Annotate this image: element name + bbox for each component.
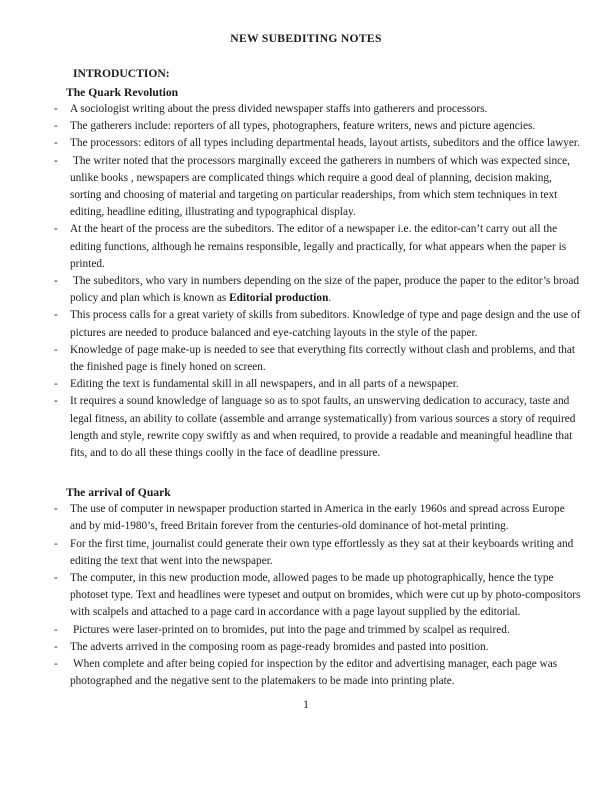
- list-item-text: For the first time, journalist could generate their own type effortlessly as they sat at their keyboards writing and editing the text that went into the newspaper.: [70, 537, 574, 567]
- list-item-text: The writer noted that the processors marginally exceed the gatherers in numbers of which was expected since, unlike books , newspapers are complicated things which require a good deal of planning, decision making, sorting and choosing of material and targeting on particular readerships, from which stem techniques in text editing, headline editing, illustrating and typographical display.: [70, 154, 570, 219]
- bullet-list-arrival-of-quark: [54, 501, 582, 690]
- bullet-marker: -: [54, 378, 58, 391]
- list-item-text: The use of computer in newspaper production started in America in the early 1960s and spread across Europe and by mid-1980’s, freed Britain forever from the centuries-old dominance of hot-metal printing.: [70, 503, 565, 533]
- list-item: [54, 135, 582, 152]
- list-item-text: This process calls for a great variety of skills from subeditors. Knowledge of type and page design and the use of pictures are needed to produce balanced and eye-catching layouts in the style of the paper.: [70, 309, 581, 339]
- list-item-text: Knowledge of page make-up is needed to see that everything fits correctly without clash and problems, and that the finished page is finely honed on screen.: [70, 343, 576, 374]
- list-item-text: The processors: editors of all types including departmental heads, layout artists, subeditors and the office lawyer.: [70, 137, 580, 150]
- bullet-marker: -: [54, 343, 58, 356]
- list-item: [54, 376, 582, 393]
- list-item-text: The computer, in this new production mode, allowed pages to be made up photographically, hence the type photoset type. Text and headlines were typeset and output on bromides, which were cut up by photo-compositors with scalpels and attached to a page card in accordance with a page layout supplied by the editorial.: [70, 572, 581, 619]
- section-introduction: [54, 45, 582, 462]
- page-number: 1: [303, 698, 309, 711]
- subheading-quark-revolution: The Quark Revolution: [66, 86, 179, 99]
- bullet-marker: -: [54, 640, 58, 653]
- list-item: [54, 639, 582, 656]
- emphasis-editorial-production: Editorial production: [229, 292, 329, 305]
- list-item-text: The gatherers include: reporters of all types, photographers, feature writers, news and picture agencies.: [70, 120, 536, 133]
- bullet-list-introduction: [54, 101, 582, 462]
- list-item: [54, 221, 582, 273]
- heading-introduction: INTRODUCTION:: [73, 67, 170, 80]
- bullet-marker: -: [54, 537, 58, 550]
- list-item-text: Editing the text is fundamental skill in all newspapers, and in all parts of a newspaper.: [70, 378, 459, 391]
- list-item-text: The adverts arrived in the composing room as page-ready bromides and pasted into position.: [70, 640, 489, 653]
- list-item-text: [70, 273, 582, 307]
- document-body: [0, 45, 612, 691]
- list-item: [54, 118, 582, 135]
- bullet-marker: -: [54, 154, 58, 167]
- bullet-marker: -: [54, 137, 58, 150]
- bullet-marker: -: [54, 103, 58, 115]
- list-item: [54, 536, 582, 570]
- list-item-text: When complete and after being copied for inspection by the editor and advertising manager, each page was photographed and the negative sent to the platemakers to be made into printing plate.: [70, 658, 558, 688]
- bullet-marker: -: [54, 503, 58, 516]
- bullet-marker: -: [54, 658, 58, 671]
- list-item: [54, 307, 582, 341]
- list-item: [54, 501, 582, 535]
- list-item: [54, 273, 582, 307]
- list-item: [54, 656, 582, 690]
- bullet-marker: -: [54, 309, 58, 322]
- bullet-marker: -: [54, 395, 58, 408]
- bullet-marker: -: [54, 623, 58, 636]
- list-item-text: Pictures were laser-printed on to bromides, put into the page and trimmed by scalpel as required.: [73, 623, 510, 636]
- bullet-marker: -: [54, 223, 58, 236]
- list-item-text: A sociologist writing about the press divided newspaper staffs into gatherers and processors.: [70, 103, 488, 115]
- list-item-text-suffix: .: [328, 292, 332, 305]
- list-item: [54, 153, 582, 222]
- list-item: [54, 622, 582, 639]
- list-item: [54, 570, 582, 622]
- list-item: [54, 393, 582, 462]
- bullet-marker: -: [54, 572, 58, 585]
- list-item-text: At the heart of the process are the subeditors. The editor of a newspaper i.e. the editor-can’t carry out all the editing functions, although he remains responsible, legally and practically, for what appears when the paper is printed.: [70, 223, 567, 270]
- heading-arrival-of-quark: The arrival of Quark: [66, 486, 171, 500]
- list-item: [54, 342, 582, 376]
- list-item-text-part: The subeditors, who vary in numbers depending on the size of the paper, produce the paper to the editor’s broad policy and plan which is known as: [70, 275, 579, 305]
- section-arrival-of-quark: [54, 462, 582, 690]
- page-title: NEW SUBEDITING NOTES: [230, 32, 382, 45]
- bullet-marker: -: [54, 120, 58, 133]
- bullet-marker: -: [54, 275, 58, 288]
- list-item: [54, 101, 582, 118]
- list-item-text: It requires a sound knowledge of language so as to spot faults, an unswerving dedication to accuracy, taste and legal fitness, an ability to collate (assemble and arrange systematically) from various sources a story of required length and style, rewrite copy swiftly as and when required, to provide a readable and meaningful headline that fits, and to do all these things coolly in the face of deadline pressure.: [70, 395, 576, 460]
